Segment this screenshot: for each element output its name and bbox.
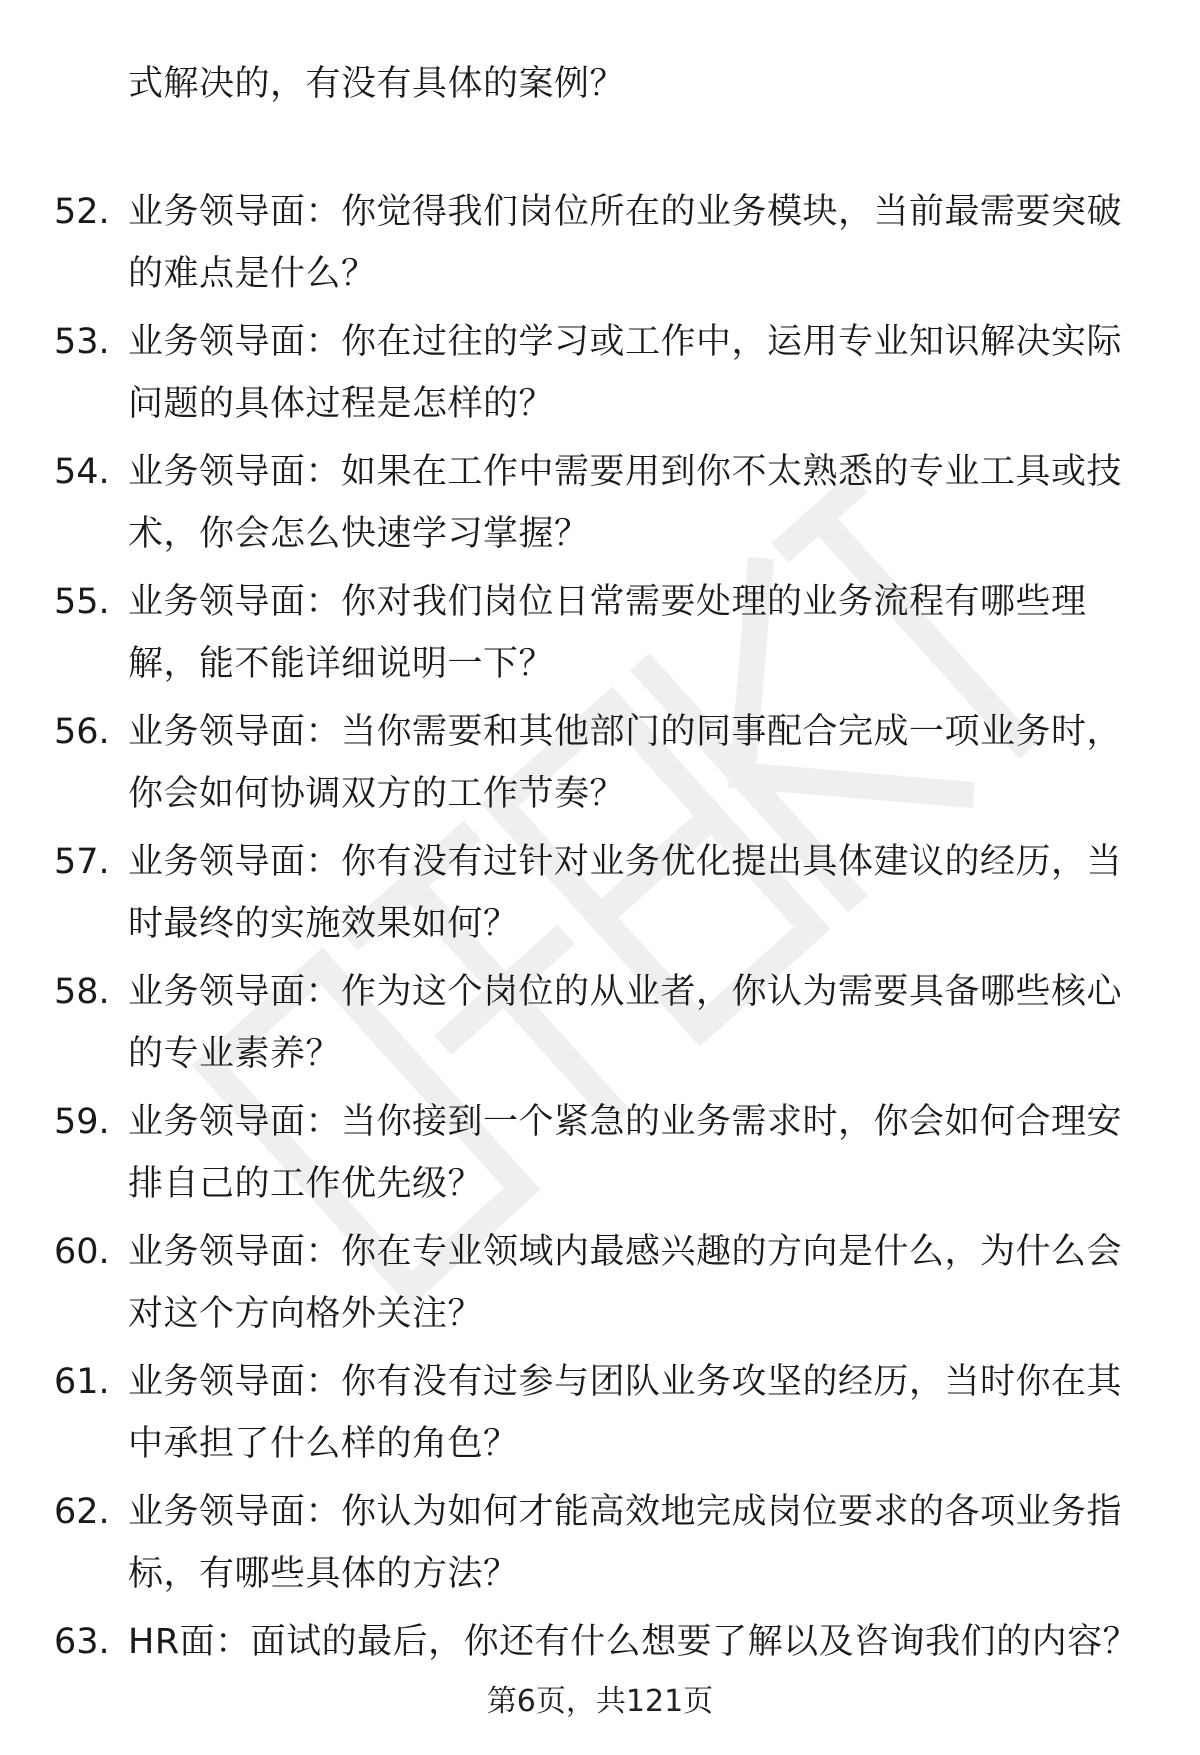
question-line: 业务领导面：你觉得我们岗位所在的业务模块，当前最需要突破	[128, 192, 1123, 232]
question-line: 业务领导面：你认为如何才能高效地完成岗位要求的各项业务指	[128, 1492, 1123, 1532]
question-number: 53.	[54, 322, 110, 362]
question-number: 63.	[54, 1622, 110, 1662]
question-text	[128, 1481, 1188, 1605]
question-line: 问题的具体过程是怎样的？	[128, 384, 555, 424]
question-text	[128, 831, 1188, 955]
question-text	[128, 961, 1188, 1085]
question-text	[128, 1221, 1188, 1345]
question-number: 58.	[54, 972, 110, 1012]
question-line: 术，你会怎么快速学习掌握？	[128, 514, 590, 554]
question-line: 的难点是什么？	[128, 254, 377, 294]
question-number: 57.	[54, 842, 110, 882]
question-line: 业务领导面：你在专业领域内最感兴趣的方向是什么，为什么会	[128, 1232, 1123, 1272]
question-text	[128, 1351, 1188, 1475]
question-number: 62.	[54, 1492, 110, 1532]
question-number: 60.	[54, 1232, 110, 1272]
question-line: 业务领导面：当你需要和其他部门的同事配合完成一项业务时，	[128, 712, 1123, 752]
question-line: HR面：面试的最后，你还有什么想要了解以及咨询我们的内容？	[128, 1622, 1139, 1662]
question-text	[128, 181, 1188, 305]
question-number: 61.	[54, 1362, 110, 1402]
question-line: 排自己的工作优先级？	[128, 1164, 484, 1204]
question-text	[128, 701, 1188, 825]
question-number: 59.	[54, 1102, 110, 1142]
question-line: 业务领导面：你有没有过针对业务优化提出具体建议的经历，当	[128, 842, 1123, 882]
question-line: 解，能不能详细说明一下？	[128, 644, 555, 684]
question-number: 52.	[54, 192, 110, 232]
question-line: 时最终的实施效果如何？	[128, 904, 519, 944]
question-line: 业务领导面：你有没有过参与团队业务攻坚的经历，当时你在其	[128, 1362, 1123, 1402]
question-line: 对这个方向格外关注？	[128, 1294, 484, 1334]
question-line: 业务领导面：你对我们岗位日常需要处理的业务流程有哪些理	[128, 582, 1087, 622]
question-line: 的专业素养？	[128, 1034, 342, 1074]
question-text	[128, 571, 1188, 695]
question-text	[128, 1091, 1188, 1215]
question-text	[128, 1611, 1188, 1673]
question-text	[128, 441, 1188, 565]
page-footer: 第6页，共121页	[486, 1684, 714, 1719]
question-number: 56.	[54, 712, 110, 752]
question-text	[128, 311, 1188, 435]
continuation-text: 式解决的，有没有具体的案例？	[128, 64, 626, 104]
question-line: 业务领导面：作为这个岗位的从业者，你认为需要具备哪些核心	[128, 972, 1123, 1012]
question-number: 54.	[54, 452, 110, 492]
question-line: 中承担了什么样的角色？	[128, 1424, 519, 1464]
question-number: 55.	[54, 582, 110, 622]
question-line: 业务领导面：你在过往的学习或工作中，运用专业知识解决实际	[128, 322, 1123, 362]
question-line: 标，有哪些具体的方法？	[128, 1554, 519, 1594]
question-line: 业务领导面：当你接到一个紧急的业务需求时，你会如何合理安	[128, 1102, 1123, 1142]
question-line: 业务领导面：如果在工作中需要用到你不太熟悉的专业工具或技	[128, 452, 1123, 492]
question-line: 你会如何协调双方的工作节奏？	[128, 774, 626, 814]
